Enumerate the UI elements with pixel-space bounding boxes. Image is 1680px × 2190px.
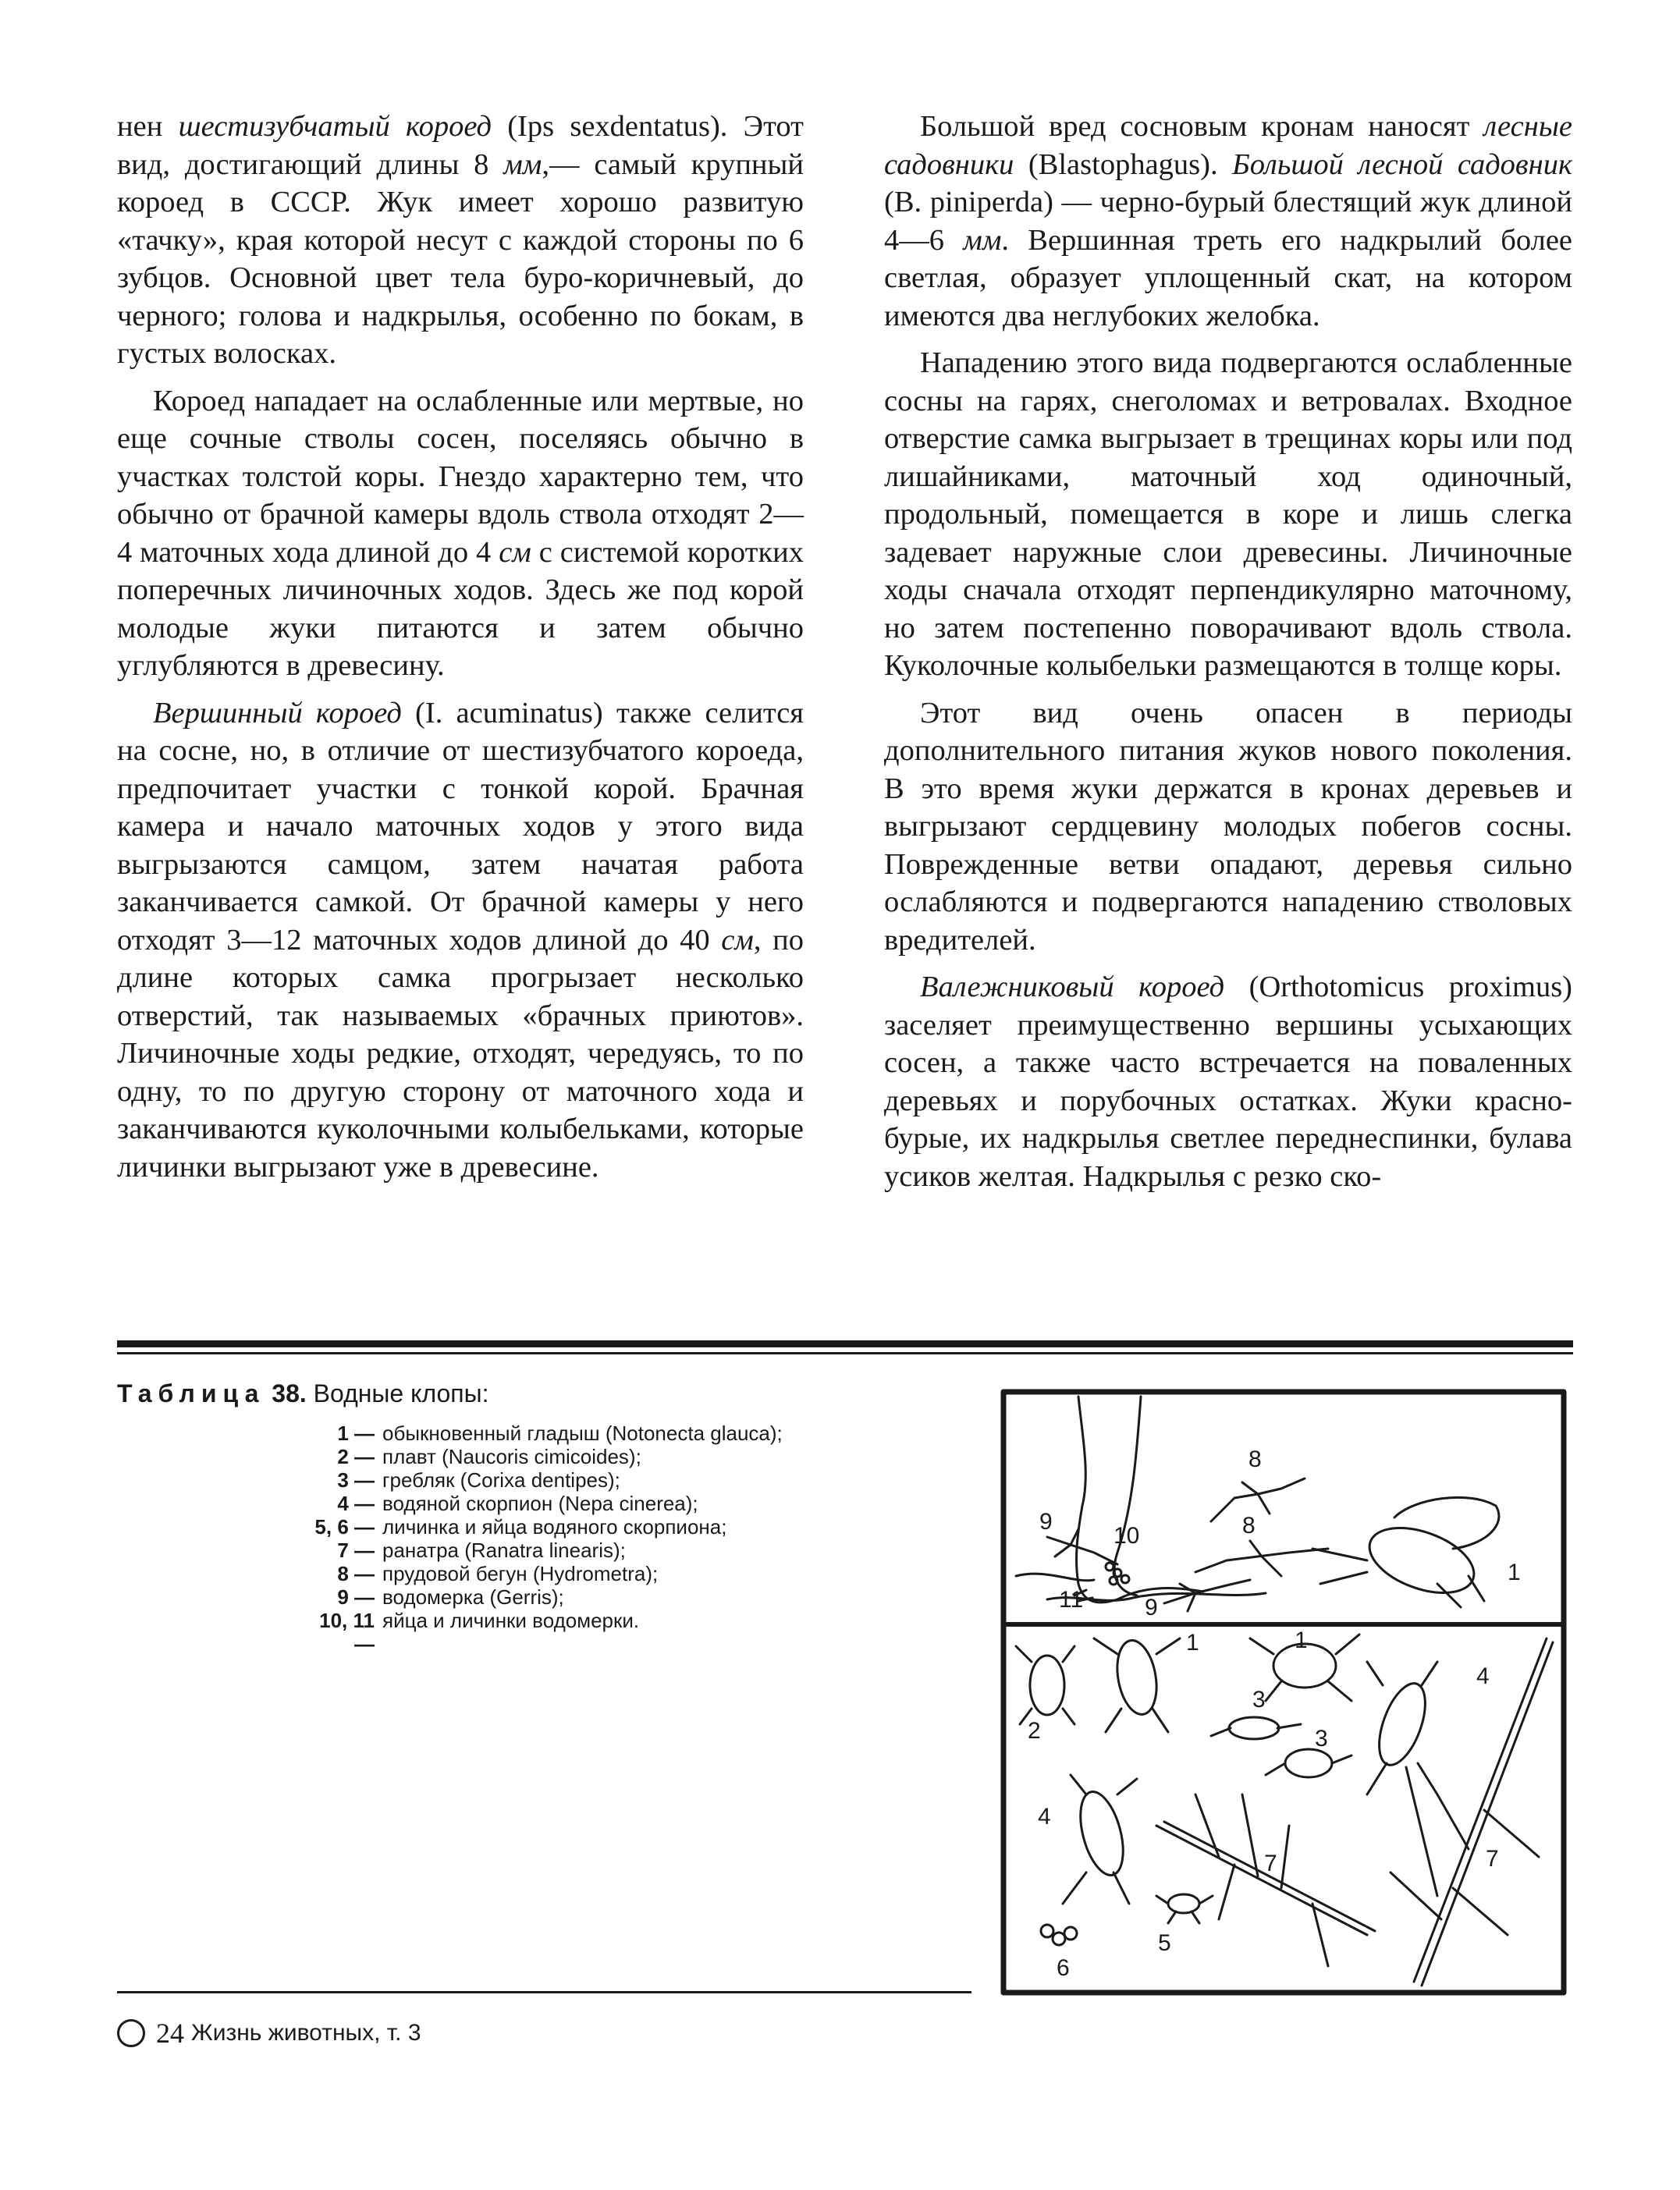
figure-frame xyxy=(1003,1392,1564,1993)
species-name: лесные садовники xyxy=(884,110,1572,181)
saucer-bug-legs-drawing xyxy=(1016,1646,1074,1724)
legend-item: 4 — водяной скорпион (Nepa cinerea); xyxy=(337,1492,698,1515)
figure-label-3: 3 xyxy=(1252,1687,1266,1713)
left-paragraph-3: Вершинный короед (I. acuminatus) также селится на сосне, но, в отличие от шестизубчатого короеда, предпочитает участки с тонкой корой. Брачная камера и начало маточных ходов у этого вида выгрызаются самцом, затем начатая работа заканчивается самкой. От брачной камеры у него отходят 3—12 маточных ходов длиной до 40 см, по длине которых самка прогрызает несколько отверстий, так называемых «брачных приютов». Личиночные ходы редкие, отходят, чередуясь, то по одну, то по другую сторону от маточного хода и заканчиваются куколочными колыбельками, которые личинки выгрызают уже в древесине. xyxy=(117,696,804,1184)
figure-label-8: 8 xyxy=(1242,1513,1256,1539)
caption-number: 38. xyxy=(272,1379,307,1407)
legend-item: 8 — прудовой бегун (Hydrometra); xyxy=(337,1562,659,1585)
backswimmer-legs-drawing xyxy=(1094,1638,1180,1732)
figure-label-9: 9 xyxy=(1039,1509,1053,1535)
figure-label-1: 1 xyxy=(1295,1627,1308,1653)
section-divider-thin xyxy=(117,1352,1573,1354)
tree-trunk-drawing xyxy=(1114,1397,1141,1595)
egg-drawing xyxy=(1113,1569,1121,1577)
figure-label-11: 11 xyxy=(1059,1587,1084,1613)
water-boatman-drawing xyxy=(1285,1749,1332,1777)
caption-title: Водные клопы: xyxy=(313,1379,489,1407)
egg-drawing xyxy=(1106,1563,1113,1571)
right-paragraph-1: Большой вред сосновым кронам наносят лесные садовники (Blastophagus). Большой лесной садовник (B. piniperda) — черно-бурый блестящий жук длиной 4—6 мм. Вершинная треть его надкрылий более светлая, образует уплощенный скат, на котором имеются два неглубоких желобка. xyxy=(884,110,1573,332)
page-footer xyxy=(117,2017,421,2050)
figure-label-7: 7 xyxy=(1486,1846,1499,1872)
figure-label-3: 3 xyxy=(1315,1726,1328,1752)
water-stick-insect-drawing xyxy=(1156,1822,1375,1935)
right-column xyxy=(884,108,1572,1205)
species-name: шестизубчатый короед xyxy=(178,110,492,143)
egg-drawing xyxy=(1053,1933,1065,1945)
section-divider-thick xyxy=(117,1340,1573,1347)
figure-label-8: 8 xyxy=(1248,1446,1262,1472)
water-stick-insect-legs-drawing xyxy=(1391,1794,1539,1935)
legend-item: 1 — обыкновенный гладыш (Notonecta glauca); xyxy=(337,1422,783,1445)
figure-label-4: 4 xyxy=(1476,1663,1490,1689)
figure-label-2: 2 xyxy=(1028,1718,1041,1744)
right-paragraph-2: Нападению этого вида подвергаются ослабленные сосны на гарях, снеголомах и ветровалах. Входное отверстие самка выгрызает в трещинах коры или под лишайниками, маточный ход одиночный, продольный, помещается в коре и лишь слегка задевает наружные слои древесины. Личиночные ходы сначала отходят перпендикулярно маточному, но затем постепенно поворачивают вдоль ствола. Куколочные колыбельки размещаются в толще коры. xyxy=(884,346,1572,682)
water-strider-drawing xyxy=(1047,1529,1117,1564)
figure-label-5: 5 xyxy=(1158,1930,1171,1956)
water-scorpion-drawing xyxy=(1073,1787,1131,1880)
backswimmer-drawing xyxy=(1112,1638,1162,1718)
water-scorpion-larva-legs-drawing xyxy=(1156,1896,1213,1923)
legend-item: 2 — плавт (Naucoris cimicoides); xyxy=(337,1445,641,1468)
legend-item: 7 — ранатра (Ranatra linearis); xyxy=(337,1539,626,1562)
unit: мм xyxy=(503,147,542,181)
figure-caption xyxy=(117,1379,975,1408)
left-column xyxy=(117,108,804,1195)
water-boatman-legs-drawing xyxy=(1266,1755,1351,1775)
figure-label-9: 9 xyxy=(1145,1595,1158,1620)
page-number: 24 xyxy=(156,2018,184,2049)
legend-item: 10, 11 — яйца и личинки водомерки. xyxy=(319,1609,640,1656)
unit: см xyxy=(721,923,754,957)
figure-label-1: 1 xyxy=(1508,1560,1521,1585)
water-scorpion-legs-drawing xyxy=(1367,1662,1437,1896)
footer-circle-icon xyxy=(117,2019,145,2047)
footer-divider xyxy=(117,1991,971,1993)
water-bugs-illustration xyxy=(1000,1389,1567,1996)
legend-item: 3 — гребляк (Corixa dentipes); xyxy=(337,1468,620,1492)
figure-label-1: 1 xyxy=(1186,1630,1199,1656)
figure-legend xyxy=(297,1422,890,1656)
backswimmer-drawing xyxy=(1361,1515,1483,1606)
book-title: Жизнь животных, т. 3 xyxy=(191,2020,421,2046)
pond-skater-drawing xyxy=(1211,1478,1305,1521)
saucer-bug-drawing xyxy=(1030,1656,1064,1715)
egg-drawing xyxy=(1121,1575,1129,1583)
unit: см xyxy=(499,535,531,569)
left-paragraph-2: Короед нападает на ослабленные или мертвые, но еще сочные стволы сосен, поселяясь обычно в участках толстой коры. Гнездо характерно тем, что обычно от брачной камеры вдоль ствола отходят 2—4 маточных хода длиной до 4 см с системой коротких поперечных личиночных ходов. Здесь же под корой молодые жуки питаются и затем обычно углубляются в древесину. xyxy=(117,384,804,682)
species-name: Вершинный короед xyxy=(153,696,402,729)
legend-item: 5, 6 — личинка и яйца водяного скорпиона; xyxy=(314,1515,727,1539)
ground-line-drawing xyxy=(1016,1574,1094,1581)
water-stick-insect-drawing xyxy=(1414,1638,1553,1986)
species-name: Большой лесной садовник xyxy=(1232,147,1572,181)
figure-label-10: 10 xyxy=(1113,1523,1140,1549)
unit: мм xyxy=(963,223,1002,257)
backswimmer-legs-drawing xyxy=(1312,1549,1484,1607)
legend-item: 9 — водомерка (Gerris); xyxy=(337,1585,564,1609)
left-paragraph-1: нен шестизубчатый короед (Ips sexdentatus). Этот вид, достигающий длины 8 мм,— самый крупный короед в СССР. Жук имеет хорошо развитую «тачку», края которой несут с каждой стороны по 6 зубцов. Основной цвет тела буро-коричневый, до черного; голова и надкрылья, особенно по бокам, в густых волосках. xyxy=(117,110,804,370)
water-scorpion-larva-drawing xyxy=(1168,1894,1199,1913)
figure-label-4: 4 xyxy=(1038,1804,1051,1830)
egg-drawing xyxy=(1110,1577,1117,1585)
species-name: Валежниковый короед xyxy=(920,971,1225,1003)
water-scorpion-drawing xyxy=(1370,1677,1435,1771)
water-boatman-legs-drawing xyxy=(1211,1724,1301,1736)
water-boatman-drawing xyxy=(1229,1717,1279,1739)
right-paragraph-3: Этот вид очень опасен в периоды дополнительного питания жуков нового поколения. В это время жуки держатся в кронах деревьев и выгрызают сердцевину молодых побегов сосны. Поврежденные ветви опадают, деревья сильно ослабляются и подвергаются нападению стволовых вредителей. xyxy=(884,696,1572,957)
figure-label-6: 6 xyxy=(1057,1955,1070,1981)
figure-label-7: 7 xyxy=(1264,1851,1277,1876)
egg-drawing xyxy=(1041,1925,1053,1937)
egg-drawing xyxy=(1064,1927,1077,1940)
pond-skater-drawing xyxy=(1195,1541,1328,1576)
right-paragraph-4: Валежниковый короед (Orthotomicus proximus) заселяет преимущественно вершины усыхающих сосен, а также часто встречается на поваленных деревьях и порубочных остатках. Жуки красно-бурые, их надкрылья светлее переднеспинки, булава усиков желтая. Надкрылья с резко ско- xyxy=(884,971,1572,1193)
caption-label: Таблица xyxy=(117,1379,265,1407)
tree-trunk-drawing xyxy=(1077,1397,1203,1603)
